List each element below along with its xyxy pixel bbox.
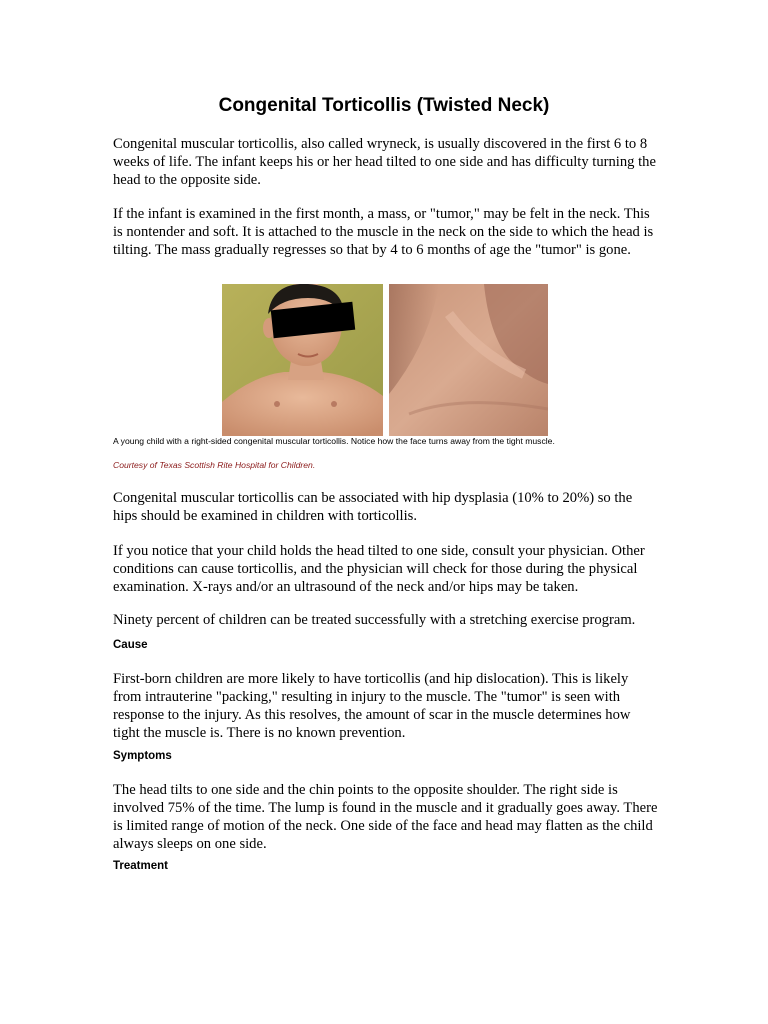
neck-closeup-photo (389, 284, 548, 436)
consult-paragraph: If you notice that your child holds the head tilted to one side, consult your physician. Other conditions can cause torticollis, and the physician will check for those during the physical examination. X-rays and/or an ultrasound of the neck and/or hips may be taken. (113, 543, 645, 595)
mass-paragraph: If the infant is examined in the first month, a mass, or "tumor," may be felt in the neck. This is nontender and soft. It is attached to the muscle in the neck on the side to which the head is tilting. The mass gradually regresses so that by 4 to 6 months of age the "tumor" is gone. (113, 206, 654, 258)
intro-paragraph: Congenital muscular torticollis, also called wryneck, is usually discovered in the first 6 to 8 weeks of life. The infant keeps his or her head tilted to one side and has difficulty turning the head to the opposite side. (113, 136, 656, 188)
cause-heading: Cause (113, 639, 148, 651)
treatment-heading: Treatment (113, 860, 168, 872)
page-title: Congenital Torticollis (Twisted Neck) (218, 95, 550, 116)
hip-dysplasia-paragraph: Congenital muscular torticollis can be associated with hip dysplasia (10% to 20%) so the hips should be examined in children with torticollis. (113, 490, 633, 524)
child-photo (222, 284, 383, 436)
success-rate-paragraph: Ninety percent of children can be treated successfully with a stretching exercise program. (113, 612, 636, 628)
figure-credit: Courtesy of Texas Scottish Rite Hospital for Children. (113, 460, 316, 470)
symptoms-heading: Symptoms (113, 750, 172, 762)
figure-caption: A young child with a right-sided congenital muscular torticollis. Notice how the face turns away from the tight muscle. (113, 436, 555, 446)
symptoms-paragraph: The head tilts to one side and the chin points to the opposite shoulder. The right side is involved 75% of the time. The lump is found in the muscle and it gradually goes away. There is limited range of motion of the neck. One side of the face and head may flatten as the child always sleeps on one side. (113, 782, 658, 852)
cause-paragraph: First-born children are more likely to have torticollis (and hip dislocation). This is likely from intrauterine "packing," resulting in injury to the muscle. The "tumor" is seen with response to the injury. As this resolves, the amount of scar in the muscle determines how tight the muscle is. There is no known prevention. (113, 671, 631, 741)
